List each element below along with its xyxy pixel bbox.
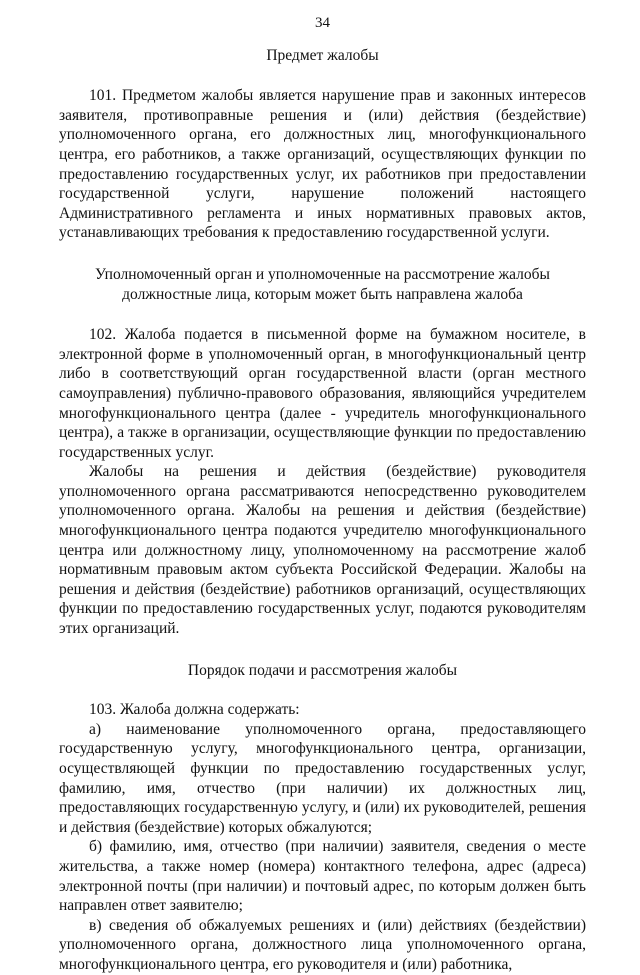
paragraph-103: 103. Жалоба должна содержать: — [89, 701, 300, 719]
paragraph-103-c: в) сведения об обжалуемых решениях и (или) действиях (бездействии) уполномоченного органа, должностного лица уполномоченного органа, многофункционального центра, его руководителя и (или) работника, — [59, 916, 586, 973]
section-heading-subject: Предмет жалобы — [266, 46, 379, 64]
paragraph-103-a: а) наименование уполномоченного органа, предоставляющего государственную услугу, многофункционального центра, организации, осуществляющей функции по предоставлению государственных услуг, фамилию, имя, отчество (при наличии) их должностных лиц, предоставляющих государственную услугу, и (или) их руководителей, решения и действия (бездействие) которых обжалуются; — [59, 720, 586, 836]
paragraph-102: 102. Жалоба подается в письменной форме на бумажном носителе, в электронной форме в уполномоченный орган, в многофункциональный центр либо в соответствующий орган государственной власти (орган местного самоуправления) публично-правового образования, являющийся учредителем многофункционального центра (далее - учредитель многофункционального центра), а также в организации, осуществляющие функции по предоставлению государственных услуг. — [59, 326, 586, 461]
paragraph-103-b: б) фамилию, имя, отчество (при наличии) заявителя, сведения о месте жительства, а также номер (номера) контактного телефона, адрес (адреса) электронной почты (при наличии) и почтовый адрес, по которым должен быть направлен ответ заявителю; — [59, 838, 586, 915]
section-authority — [59, 265, 586, 639]
section-heading-authority: Уполномоченный орган и уполномоченные на рассмотрение жалобы должностные лица, которым может быть направлена жалоба — [95, 265, 550, 303]
section-procedure — [59, 661, 586, 975]
document-page — [59, 14, 586, 975]
page-number: 34 — [315, 15, 330, 31]
paragraph-102-complaints: Жалобы на решения и действия (бездействие) руководителя уполномоченного органа рассматриваются непосредственно руководителем уполномоченного органа. Жалобы на решения и действия (бездействие) многофункционального центра подаются учредителю многофункционального центра или должностному лицу, уполномоченному на рассмотрение жалоб нормативным правовым актом субъекта Российской Федерации. Жалобы на решения и действия (бездействие) работников организаций, осуществляющих функции по предоставлению государственных услуг, подаются руководителям этих организаций. — [59, 463, 586, 638]
section-heading-procedure: Порядок подачи и рассмотрения жалобы — [187, 661, 458, 679]
section-subject — [59, 46, 586, 243]
paragraph-101: 101. Предметом жалобы является нарушение прав и законных интересов заявителя, противоправные решения и (или) действия (бездействие) уполномоченного органа, его должностных лиц, многофункционального центра, его работников, а также организаций, осуществляющих функции по предоставлению государственных услуг, их работников при предоставлении государственной услуги, нарушение положений настоящего Административного регламента и иных нормативных правовых актов, устанавливающих требования к предоставлению государственной услуги. — [59, 87, 586, 242]
